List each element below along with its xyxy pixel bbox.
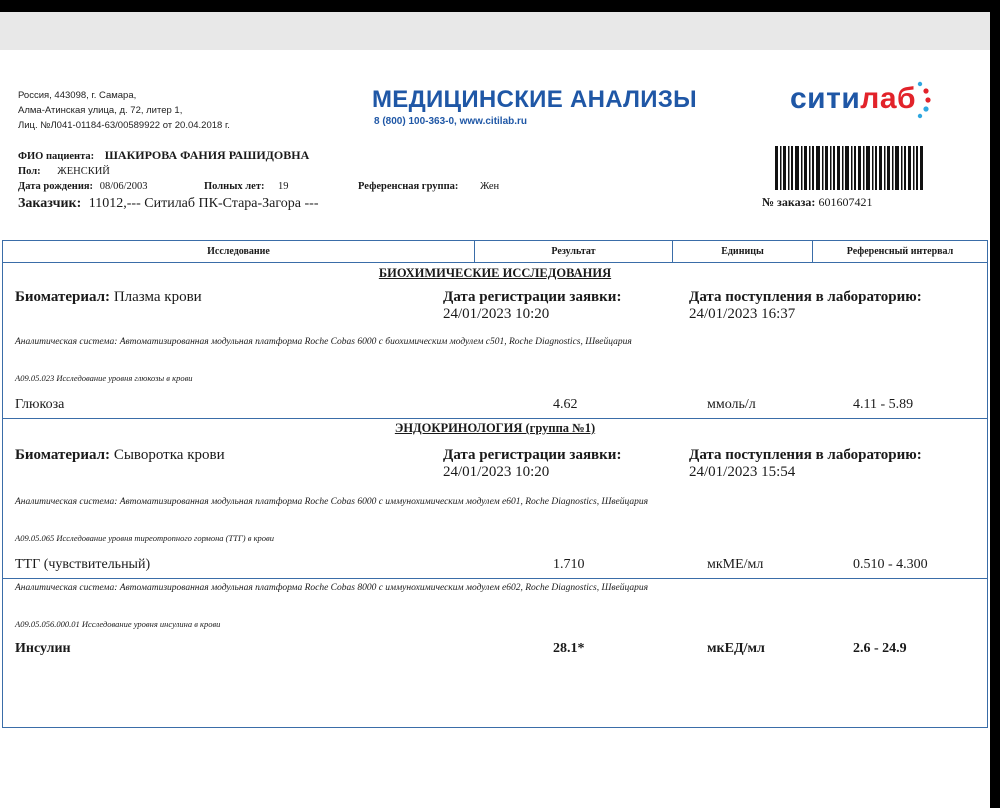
- customer-row: [18, 194, 318, 214]
- order-label: № заказа:: [762, 195, 816, 209]
- section-title: ЭНДОКРИНОЛОГИЯ (группа №1): [394, 421, 596, 435]
- test-code: A09.05.023 Исследование уровня глюкозы в крови: [15, 373, 193, 383]
- license-line: Лиц. №Л041-01184-63/00589922 от 20.04.2018 г.: [18, 120, 230, 131]
- barcode-icon: [775, 146, 925, 190]
- result-row: [3, 557, 987, 577]
- refgroup-label: Референсная группа:: [358, 181, 459, 192]
- logo-dots-icon: [912, 78, 936, 122]
- test-ref: 2.6 - 24.9: [853, 641, 907, 656]
- dob-label: Дата рождения:: [18, 181, 94, 192]
- result-row: [3, 397, 987, 417]
- biomaterial-value: Плазма крови: [113, 289, 202, 305]
- result-row-flagged: [3, 641, 987, 661]
- section-title: БИОХИМИЧЕСКИЕ ИССЛЕДОВАНИЯ: [378, 266, 612, 280]
- test-value: 1.710: [553, 557, 585, 572]
- top-black-bar: [0, 0, 1000, 12]
- viewer-toolbar: [0, 12, 1000, 50]
- logo-text-part2: лаб: [860, 82, 917, 115]
- patient-age: 19: [278, 181, 289, 192]
- test-name: ТТГ (чувствительный): [15, 557, 151, 572]
- sex-label: Пол:: [18, 166, 41, 177]
- test-ref: 0.510 - 4.300: [853, 557, 928, 572]
- test-name: Глюкоза: [15, 397, 65, 412]
- dob-row: [18, 179, 500, 194]
- fio-row: [18, 148, 318, 164]
- registration-date: [443, 447, 621, 481]
- patient-info: [18, 148, 500, 214]
- test-unit: мкМЕ/мл: [707, 557, 764, 572]
- order-number: [762, 195, 872, 210]
- biomaterial: [15, 289, 202, 306]
- biomaterial: [15, 447, 225, 464]
- test-unit: мкЕД/мл: [707, 641, 765, 656]
- biomaterial-label: Биоматериал:: [15, 447, 111, 463]
- patient-name: ШАКИРОВА ФАНИЯ РАШИДОВНА: [104, 148, 310, 162]
- biomaterial-value: Сыворотка крови: [113, 447, 225, 463]
- registration-label: Дата регистрации заявки:: [443, 289, 622, 305]
- arrival-label: Дата поступления в лабораторию:: [689, 289, 922, 305]
- biomaterial-row: [3, 445, 987, 485]
- lab-report-document: [0, 50, 990, 808]
- patient-refgroup: Жен: [480, 181, 500, 192]
- document-title: МЕДИЦИНСКИЕ АНАЛИЗЫ: [372, 86, 697, 113]
- test-value: 4.62: [553, 397, 578, 412]
- address-line: Алма-Атинская улица, д. 72, литер 1,: [18, 105, 183, 116]
- logo-text-part1: сити: [790, 82, 861, 115]
- age-label: Полных лет:: [204, 181, 265, 192]
- order-value: 601607421: [818, 195, 873, 209]
- header-result: Результат: [475, 241, 673, 263]
- header-ref: Референсный интервал: [846, 246, 954, 257]
- registration-label: Дата регистрации заявки:: [443, 447, 622, 463]
- lab-address: [18, 88, 230, 133]
- table-header: [3, 241, 987, 263]
- test-code: A09.05.065 Исследование уровня тиреотропного гормона (ТТГ) в крови: [15, 533, 274, 543]
- patient-sex: ЖЕНСКИЙ: [57, 166, 110, 177]
- header-test: Исследование: [3, 241, 475, 263]
- sex-row: [18, 164, 318, 179]
- patient-dob: 08/06/2003: [99, 181, 148, 192]
- arrival-value: 24/01/2023 16:37: [689, 306, 796, 322]
- test-name: Инсулин: [15, 641, 71, 656]
- test-unit: ммоль/л: [707, 397, 756, 412]
- arrival-label: Дата поступления в лабораторию:: [689, 447, 922, 463]
- registration-date: [443, 289, 621, 323]
- address-line: Россия, 443098, г. Самара,: [18, 90, 137, 101]
- biomaterial-label: Биоматериал:: [15, 289, 111, 305]
- customer-name: 11012,--- Ситилаб ПК-Стара-Загора ---: [88, 196, 319, 211]
- divider: [3, 418, 987, 419]
- registration-value: 24/01/2023 10:20: [443, 464, 550, 480]
- right-black-edge: [990, 0, 1000, 808]
- analyzer-note: Аналитическая система: Автоматизированная модульная платформа Roche Cobas 6000 с иммунохимическим модулем e601, Roche Diagnostics, Швейцария: [15, 497, 649, 507]
- header-unit: Единицы: [673, 241, 813, 263]
- arrival-date: [689, 447, 922, 481]
- customer-label: Заказчик:: [18, 196, 82, 211]
- test-code: A09.05.056.000.01 Исследование уровня инсулина в крови: [15, 619, 221, 629]
- biomaterial-row: [3, 287, 987, 327]
- analyzer-note: Аналитическая система: Автоматизированная модульная платформа Roche Cobas 6000 с биохимическим модулем c501, Roche Diagnostics, Швейцария: [15, 337, 632, 347]
- arrival-date: [689, 289, 922, 323]
- fio-label: ФИО пациента:: [18, 151, 95, 162]
- test-ref: 4.11 - 5.89: [853, 397, 914, 412]
- test-value: 28.1*: [553, 641, 585, 656]
- analyzer-note: Аналитическая система: Автоматизированная модульная платформа Roche Cobas 8000 с иммунохимическим модулем e602, Roche Diagnostics, Швейцария: [15, 583, 649, 593]
- registration-value: 24/01/2023 10:20: [443, 306, 550, 322]
- divider: [3, 578, 987, 579]
- citilab-logo: [790, 82, 916, 116]
- results-table: [2, 240, 988, 728]
- arrival-value: 24/01/2023 15:54: [689, 464, 796, 480]
- contacts: 8 (800) 100-363-0, www.citilab.ru: [374, 116, 528, 127]
